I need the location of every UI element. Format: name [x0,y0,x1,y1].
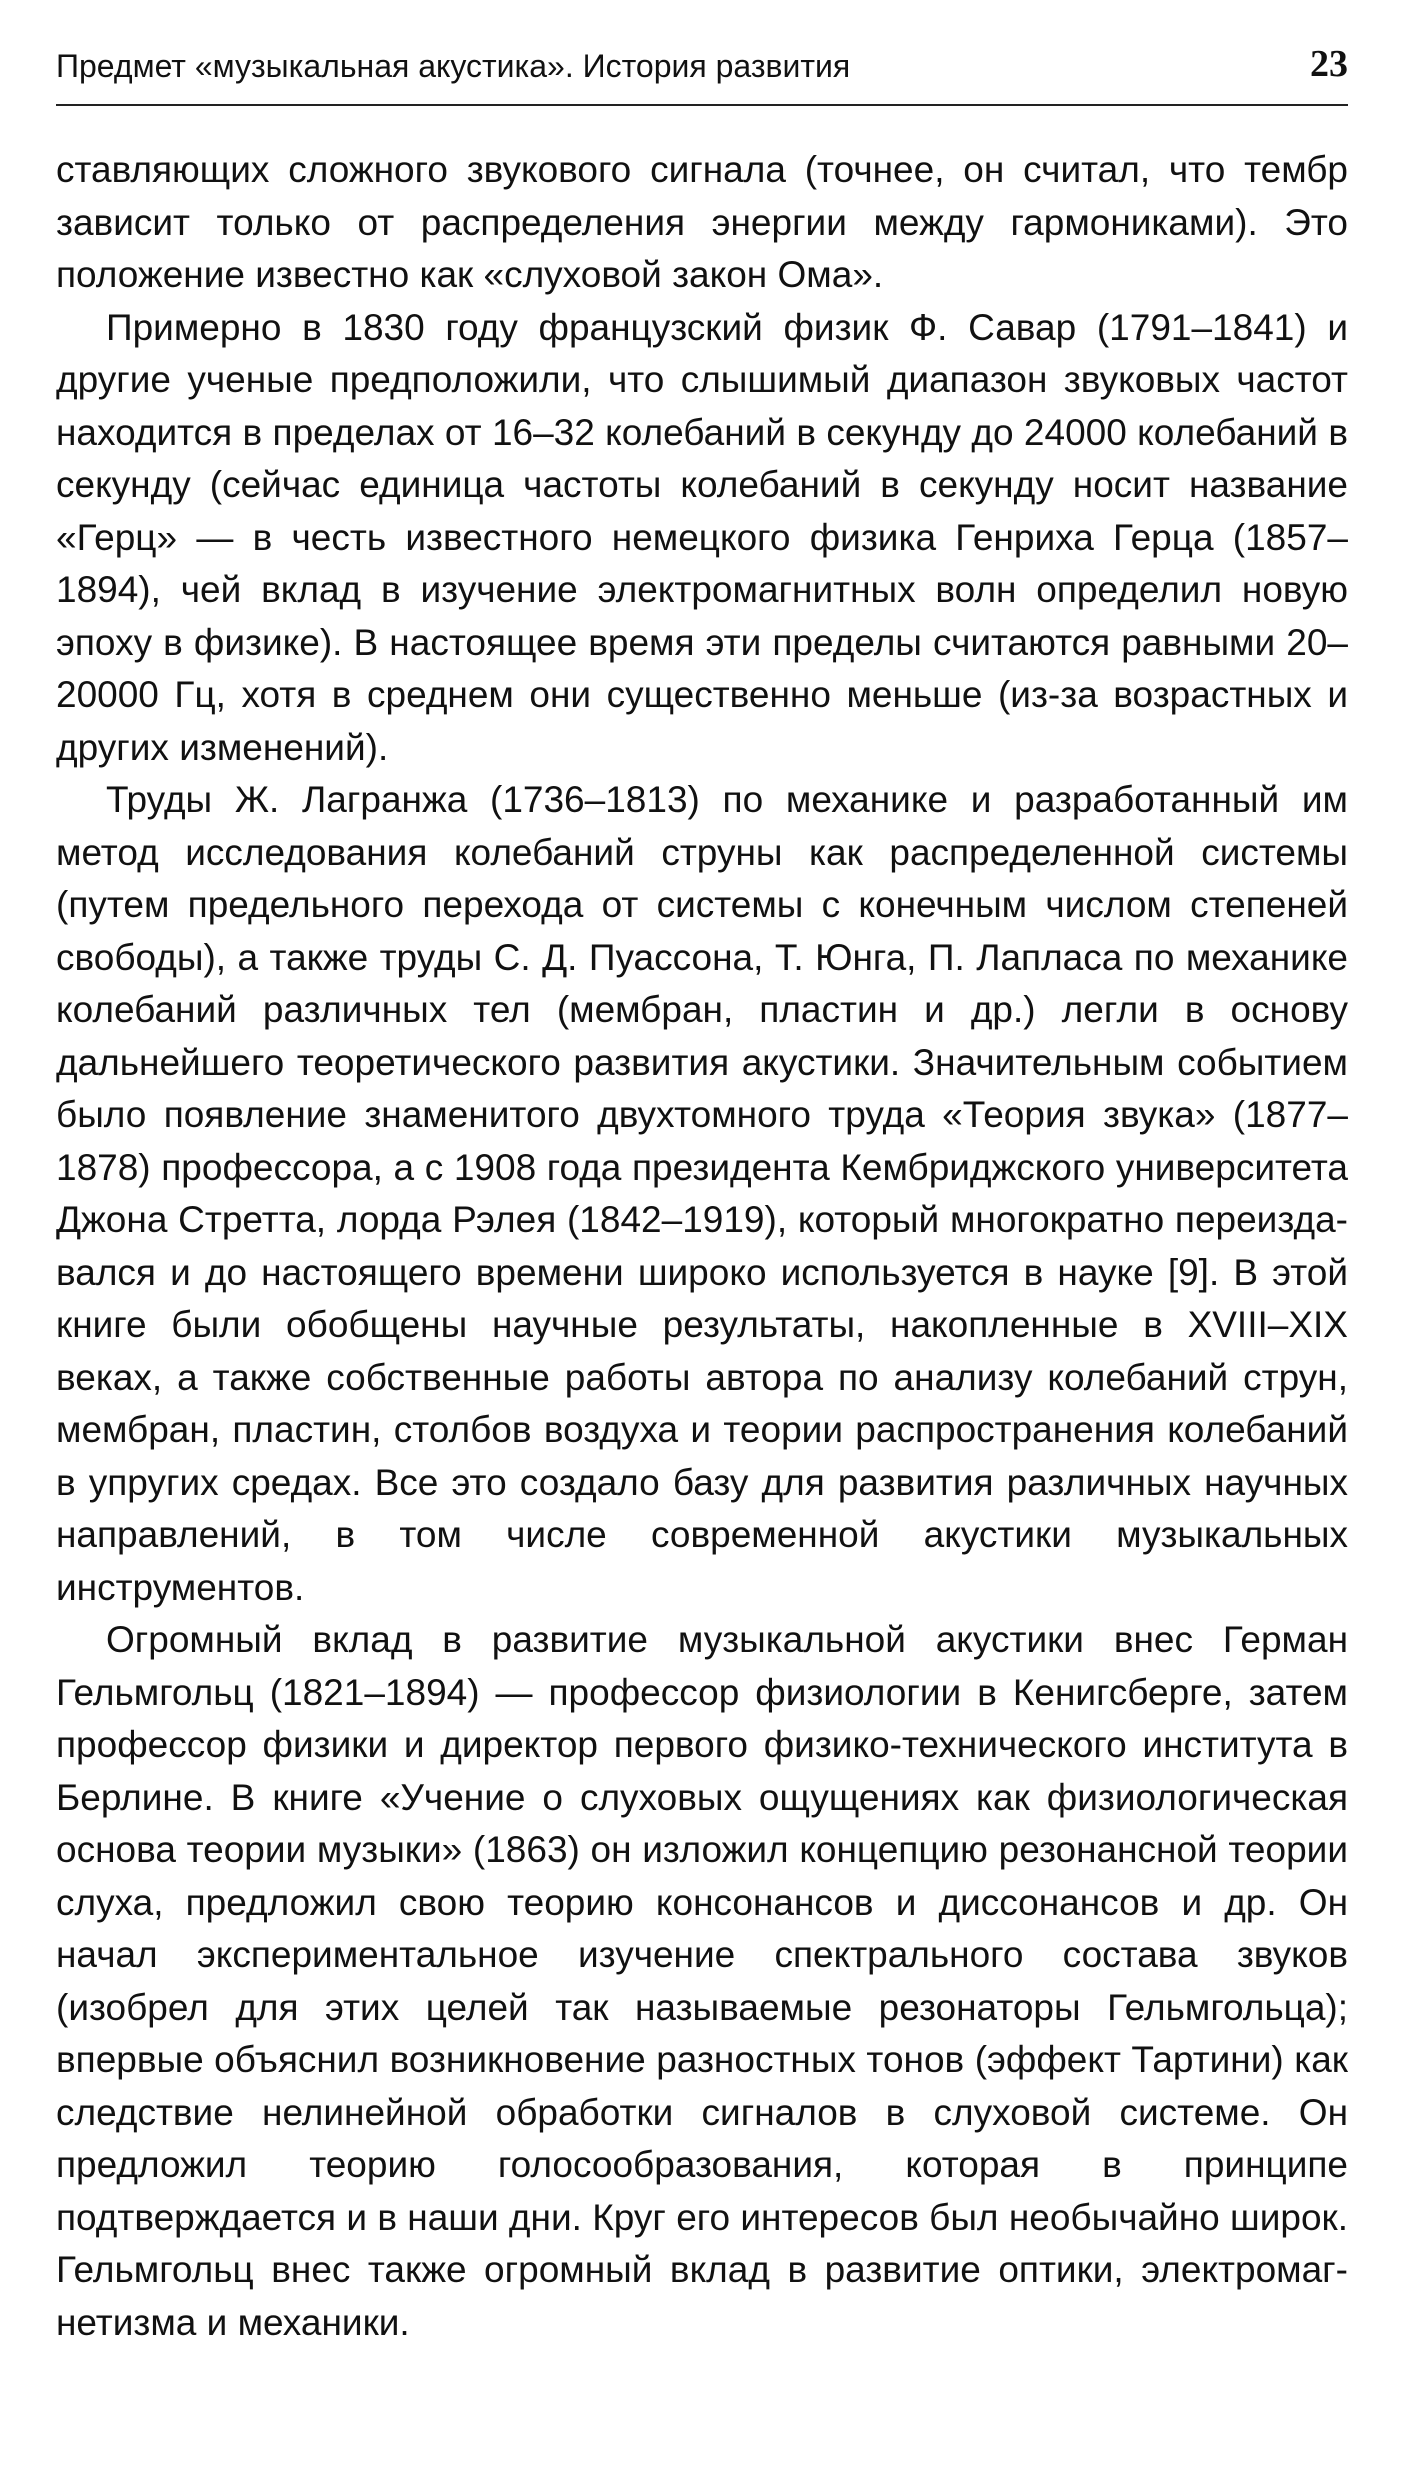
paragraph-lagrange: Труды Ж. Лагранжа (1736–1813) по механике и разработанный им метод исследования колебаний струны как распределенной системы (путем предельного перехода от системы с конечным числом степеней свободы), а также труды С. Д. Пуассона, Т. Юнга, П. Лапласа по механике колебаний различных тел (мембран, пластин и др.) легли в основу дальнейшего теоретического развития акустики. Значительным событием было появление знаменитого двухтомного труда «Теория звука» (1877–1878) профессора, а с 1908 года президента Кембриджского университета Джона Стретта, лорда Рэлея (1842–1919), который многократно переиздавался и до настоящего времени широко используется в науке [9]. В этой книге были обобщены научные результаты, накопленные в XVIII–XIX веках, а также собственные работы автора по анализу колебаний струн, мембран, пластин, столбов воздуха и теории распространения колебаний в упругих средах. Все это создало базу для развития различных научных направлений, в том числе современной акустики музыкальных инструментов. [56,779,1348,1608]
running-header [56,30,1348,106]
page-number: 23 [1310,43,1348,85]
paragraph-continued: ставляющих сложного звукового сигнала (точнее, он считал, что тембр зависит только от распределения энергии между гармониками). Это положение известно как «слуховой закон Ома». [56,149,1348,295]
running-title: Предмет «музыкальная акустика». История развития [56,48,851,84]
body-text [56,144,1348,2349]
book-page [56,30,1348,2450]
paragraph-savart: Примерно в 1830 году французский физик Ф. Савар (1791–1841) и другие ученые предположили, что слышимый диапазон звуковых частот находится в пределах от 16–32 колебаний в секунду до 24000 колебаний в секунду (сейчас единица частоты колебаний в секунду носит название «Герц» — в честь известного немецкого физика Генриха Герца (1857–1894), чей вклад в изучение электромагнитных волн определил новую эпоху в физике). В настоящее время эти пределы считаются равными 20–20000 Гц, хотя в среднем они существенно меньше (из-за возрастных и других изменений). [56,306,1348,768]
paragraph-helmholtz: Огромный вклад в развитие музыкальной акустики внес Герман Гельмгольц (1821–1894) — профессор физиологии в Кенигсберге, затем профессор физики и директор первого физико-технического института в Берлине. В книге «Учение о слуховых ощущениях как физиологическая основа теории музыки» (1863) он изложил концепцию резонансной теории слуха, предложил свою теорию консонансов и диссонансов и др. Он начал экспериментальное изучение спектрального состава звуков (изобрел для этих целей так называемые резонаторы Гельмгольца); впервые объяснил возникновение разностных тонов (эффект Тартини) как следствие нелинейной обработки сигналов в слуховой системе. Он предложил теорию голосообразования, которая в принципе подтверждается и в наши дни. Круг его интересов был необычайно широк. Гельмгольц внес также огромный вклад в развитие оптики, электромагнетизма и механики. [56,1619,1348,2343]
